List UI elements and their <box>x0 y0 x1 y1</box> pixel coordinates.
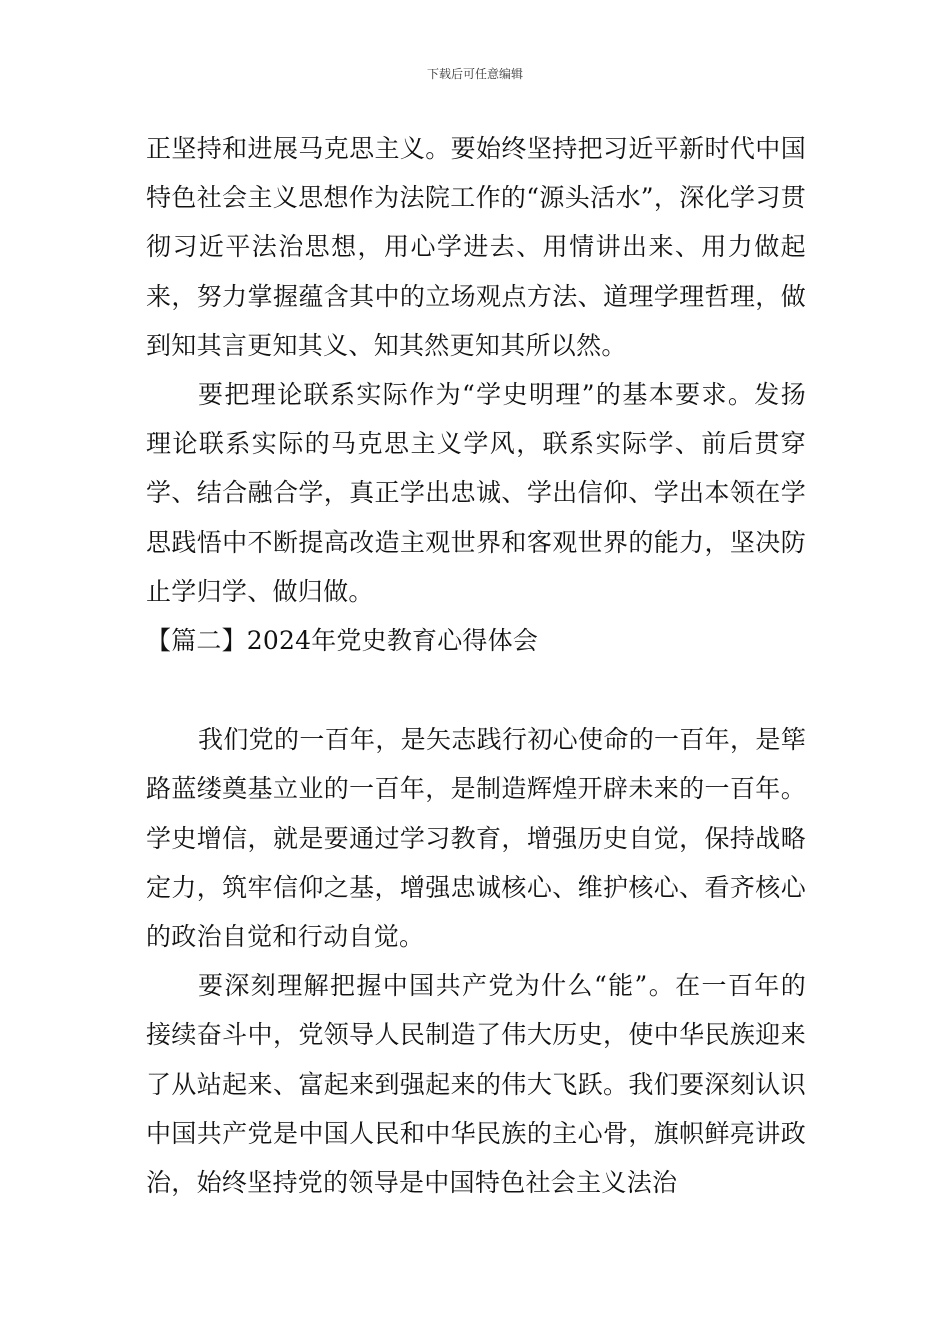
paragraph-theory-practice: 要把理论联系实际作为“学史明理”的基本要求。发扬理论联系实际的马克思主义学风，联系实际学、前后贯穿学、结合融合学，真正学出忠诚、学出信仰、学出本领在学思践悟中不断提高改造主观世界和客观世界的能力，坚决防止学归学、做归做。 <box>146 380 806 606</box>
document-body <box>146 124 806 1207</box>
paragraph-party-why: 要深刻理解把握中国共产党为什么“能”。在一百年的接续奋斗中，党领导人民制造了伟大历史，使中华民族迎来了从站起来、富起来到强起来的伟大飞跃。我们要深刻认识中国共产党是中国人民和中华民族的主心骨，旗帜鲜亮讲政治，始终坚持党的领导是中国特色社会主义法治 <box>146 971 806 1198</box>
paragraph-party-century: 我们党的一百年，是矢志践行初心使命的一百年，是筚路蓝缕奠基立业的一百年，是制造辉煌开辟未来的一百年。学史增信，就是要通过学习教育，增强历史自觉，保持战略定力，筑牢信仰之基，增强忠诚核心、维护核心、看齐核心的政治自觉和行动自觉。 <box>146 725 806 952</box>
paragraph-continuation: 正坚持和进展马克思主义。要始终坚持把习近平新时代中国特色社会主义思想作为法院工作的“源头活水”，深化学习贯彻习近平法治思想，用心学进去、用情讲出来、用力做起来，努力掌握蕴含其中的立场观点方法、道理学理哲理，做到知其言更知其义、知其然更知其所以然。 <box>146 134 806 360</box>
page-header-note: 下载后可任意编辑 <box>426 67 523 81</box>
section-title: 【篇二】2024年党史教育心得体会 <box>146 626 539 656</box>
section-spacer <box>146 665 806 715</box>
